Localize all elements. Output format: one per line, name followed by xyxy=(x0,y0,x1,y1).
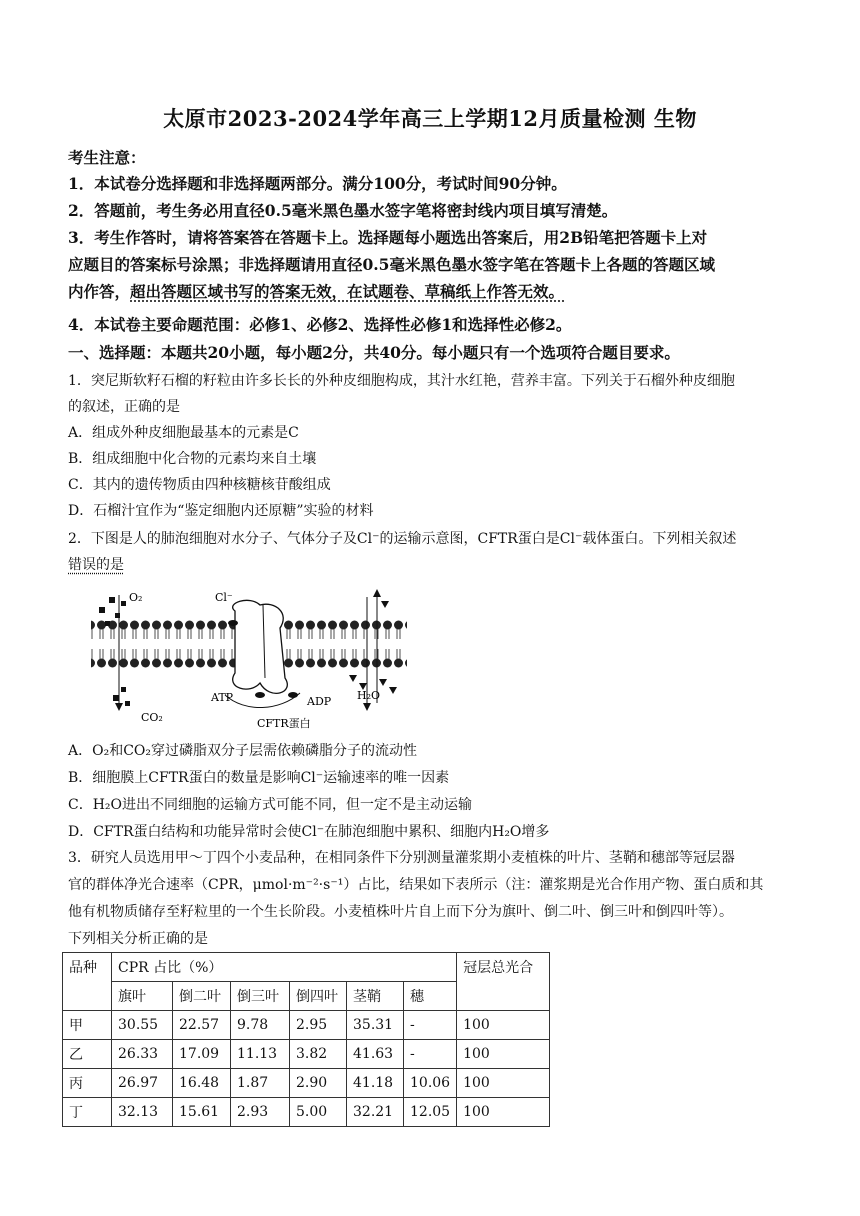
table-cell: 30.55 xyxy=(112,1011,173,1040)
q3-stem-2: 官的群体净光合速率（CPR，μmol·m⁻²·s⁻¹）占比，结果如下表所示（注：灌浆期是光合作用产物、蛋白质和其 xyxy=(68,877,764,893)
notice-item-3-end xyxy=(68,280,803,302)
subheader-third-leaf: 倒三叶 xyxy=(231,982,290,1011)
row-name: 丁 xyxy=(63,1098,112,1127)
header-variety: 品种 xyxy=(63,953,112,1011)
subheader-second-leaf: 倒二叶 xyxy=(173,982,231,1011)
table-cell: 32.21 xyxy=(347,1098,404,1127)
q3-stem-4: 下列相关分析正确的是 xyxy=(68,931,208,947)
row-name: 甲 xyxy=(63,1011,112,1040)
table-header-row xyxy=(63,953,550,982)
row-name: 乙 xyxy=(63,1040,112,1069)
table-cell: 100 xyxy=(457,1069,550,1098)
label-h2o: H₂O xyxy=(357,689,381,702)
subheader-ear: 穗 xyxy=(404,982,457,1011)
membrane-transport-figure xyxy=(85,583,410,731)
q1-option-b: B．组成细胞中化合物的元素均来自土壤 xyxy=(68,451,317,467)
table-cell: 9.78 xyxy=(231,1011,290,1040)
table-cell: 5.00 xyxy=(290,1098,347,1127)
notice-emphasis: 超出答题区域书写的答案无效，在试题卷、草稿纸上作答无效。 xyxy=(130,282,565,301)
section-heading: 一、选择题：本题共20小题，每小题2分，共40分。每小题只有一个选项符合题目要求。 xyxy=(68,343,680,362)
table-cell: 12.05 xyxy=(404,1098,457,1127)
table-cell: 35.31 xyxy=(347,1011,404,1040)
q2-option-a: A．O₂和CO₂穿过磷脂双分子层需依赖磷脂分子的流动性 xyxy=(68,743,418,759)
label-o2: O₂ xyxy=(129,591,143,604)
table-cell: - xyxy=(404,1040,457,1069)
label-atp: ATP xyxy=(211,691,234,704)
q3-stem: 3．研究人员选用甲～丁四个小麦品种，在相同条件下分别测量灌浆期小麦植株的叶片、茎鞘和穗部等冠层器 xyxy=(68,850,735,866)
cpr-table xyxy=(62,952,550,1127)
header-total: 冠层总光合 xyxy=(457,953,550,1011)
notice-item-1: 1．本试卷分选择题和非选择题两部分。满分100分，考试时间90分钟。 xyxy=(68,174,567,193)
table-cell: 2.90 xyxy=(290,1069,347,1098)
table-cell: 41.63 xyxy=(347,1040,404,1069)
header-cpr: CPR 占比（%） xyxy=(112,953,457,982)
cftr-protein-shape xyxy=(233,600,288,693)
row-name: 丙 xyxy=(63,1069,112,1098)
q1-option-a: A．组成外种皮细胞最基本的元素是C xyxy=(68,425,299,441)
table-cell: 17.09 xyxy=(173,1040,231,1069)
table-cell: 100 xyxy=(457,1040,550,1069)
label-cl: Cl⁻ xyxy=(215,591,233,604)
table-cell: 16.48 xyxy=(173,1069,231,1098)
table-cell: 22.57 xyxy=(173,1011,231,1040)
page-title: 太原市2023-2024学年高三上学期12月质量检测 生物 xyxy=(163,106,697,131)
table-cell: 2.95 xyxy=(290,1011,347,1040)
q1-option-c: C．其内的遗传物质由四种核糖核苷酸组成 xyxy=(68,477,331,493)
table-cell: 100 xyxy=(457,1011,550,1040)
q2-option-c: C．H₂O进出不同细胞的运输方式可能不同，但一定不是主动运输 xyxy=(68,797,473,813)
subheader-flag-leaf: 旗叶 xyxy=(112,982,173,1011)
label-cftr: CFTR蛋白 xyxy=(257,717,311,730)
label-adp: ADP xyxy=(307,695,332,708)
label-co2: CO₂ xyxy=(141,711,163,724)
table-cell: 10.06 xyxy=(404,1069,457,1098)
table-cell: 2.93 xyxy=(231,1098,290,1127)
q1-stem: 1．突尼斯软籽石榴的籽粒由许多长长的外种皮细胞构成，其汁水红艳，营养丰富。下列关于石榴外种皮细胞 xyxy=(68,373,735,389)
subheader-fourth-leaf: 倒四叶 xyxy=(290,982,347,1011)
q1-option-d: D．石榴汁宜作为“鉴定细胞内还原糖”实验的材料 xyxy=(68,503,374,519)
q2-option-b: B．细胞膜上CFTR蛋白的数量是影响Cl⁻运输速率的唯一因素 xyxy=(68,770,450,786)
q2-emphasis: 错误的是 xyxy=(68,557,124,573)
table-cell: 26.97 xyxy=(112,1069,173,1098)
table-cell: 32.13 xyxy=(112,1098,173,1127)
table-row xyxy=(63,1069,550,1098)
table-cell: 15.61 xyxy=(173,1098,231,1127)
q2-stem: 2．下图是人的肺泡细胞对水分子、气体分子及Cl⁻的运输示意图，CFTR蛋白是Cl⁻载体蛋白。下列相关叙述 xyxy=(68,531,737,547)
table-cell: 11.13 xyxy=(231,1040,290,1069)
table-cell: - xyxy=(404,1011,457,1040)
table-cell: 1.87 xyxy=(231,1069,290,1098)
table-row xyxy=(63,1098,550,1127)
notice-item-2: 2．答题前，考生务必用直径0.5毫米黑色墨水签字笔将密封线内项目填写清楚。 xyxy=(68,201,618,220)
notice-item-3: 3．考生作答时，请将答案答在答题卡上。选择题每小题选出答案后，用2B铅笔把答题卡上对 xyxy=(68,228,708,247)
table-cell: 100 xyxy=(457,1098,550,1127)
table-row xyxy=(63,1040,550,1069)
table-cell: 41.18 xyxy=(347,1069,404,1098)
table-cell: 3.82 xyxy=(290,1040,347,1069)
notice-text: 内作答， xyxy=(68,282,131,301)
q2-option-d: D．CFTR蛋白结构和功能异常时会使Cl⁻在肺泡细胞中累积、细胞内H₂O增多 xyxy=(68,824,550,840)
table-row xyxy=(63,1011,550,1040)
notice-item-4: 4．本试卷主要命题范围：必修1、必修2、选择性必修1和选择性必修2。 xyxy=(68,315,572,334)
q1-stem-cont: 的叙述，正确的是 xyxy=(68,399,180,415)
q2-stem-cont xyxy=(68,554,803,574)
notice-heading: 考生注意： xyxy=(68,148,146,167)
notice-item-3-cont: 应题目的答案标号涂黑；非选择题请用直径0.5毫米黑色墨水签字笔在答题卡上各题的答题区域 xyxy=(68,255,715,274)
subheader-stem-sheath: 茎鞘 xyxy=(347,982,404,1011)
table-cell: 26.33 xyxy=(112,1040,173,1069)
q3-stem-3: 他有机物质储存至籽粒里的一个生长阶段。小麦植株叶片自上而下分为旗叶、倒二叶、倒三叶和倒四叶等）。 xyxy=(68,904,733,920)
